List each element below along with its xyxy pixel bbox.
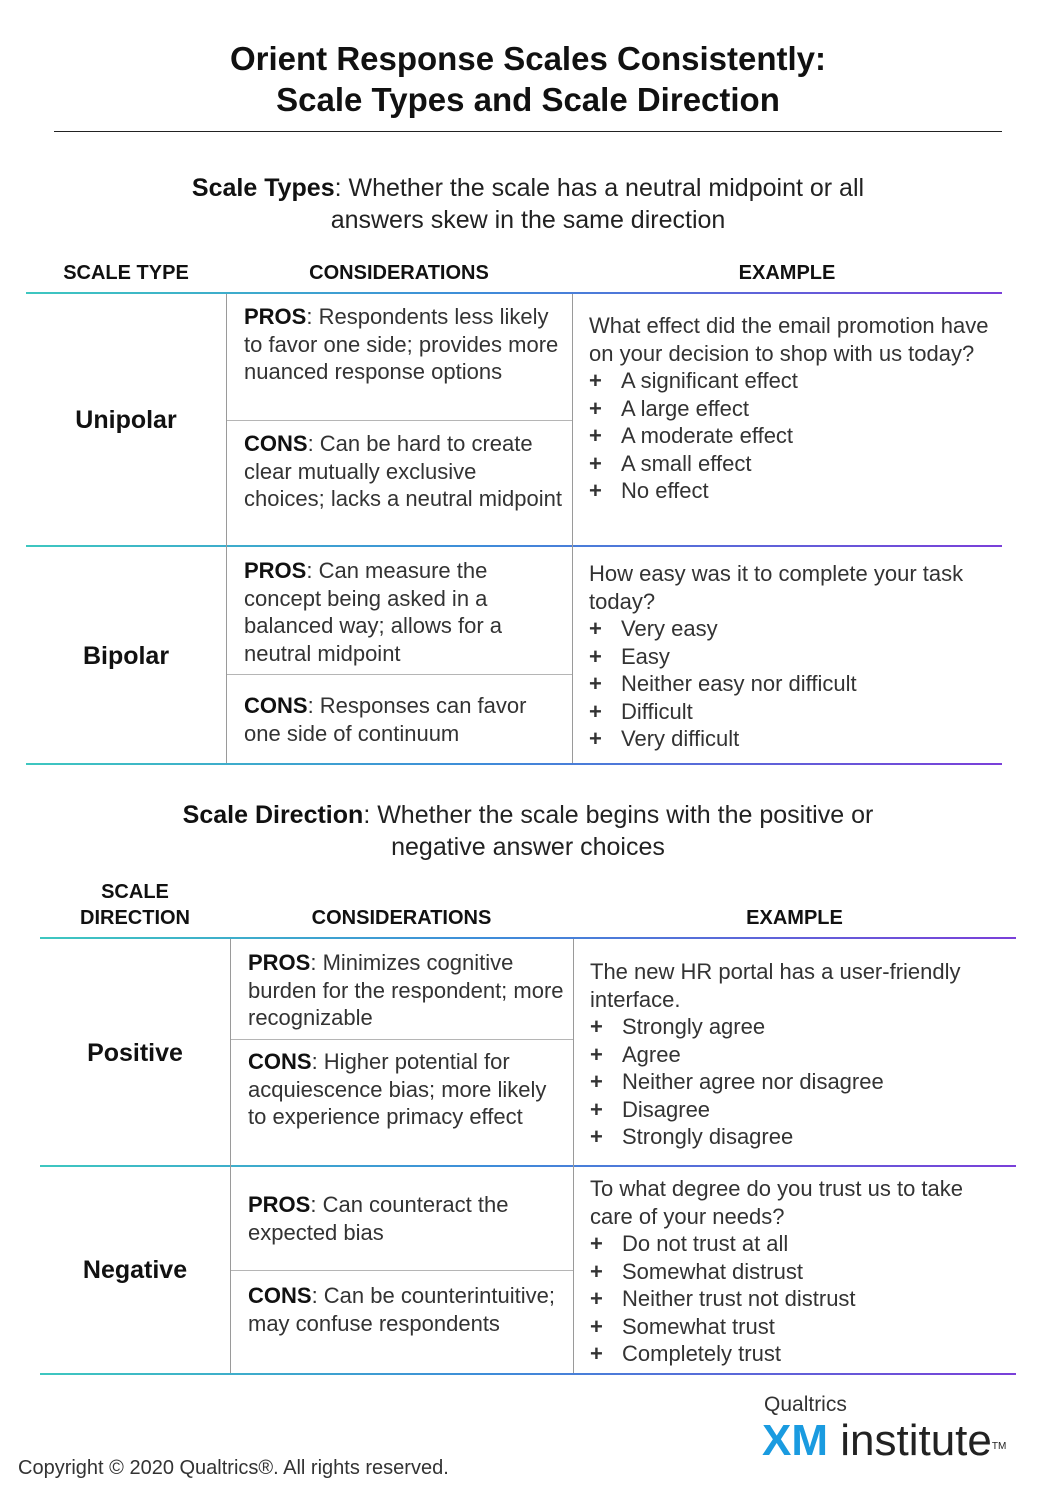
positive-example: [590, 958, 1000, 1151]
example-question: What effect did the email promotion have on your decision to shop with us today?: [589, 313, 989, 366]
cons-label: CONS: [244, 693, 308, 718]
row-label-bipolar: Bipolar: [82, 642, 170, 670]
logo-xm-text: XM: [762, 1416, 828, 1465]
example-option: + Agree: [590, 1041, 1000, 1069]
example-option: + Neither trust not distrust: [590, 1285, 1000, 1313]
table2-divider-left: [230, 939, 231, 1373]
pros-text: : Can measure the concept being asked in a balanced way; allows for a neutral midpoint: [244, 558, 503, 666]
col-header-example: EXAMPLE: [738, 262, 836, 284]
example-options: [590, 1013, 1000, 1151]
table1-divider-left: [226, 294, 227, 763]
scale-types-desc-rest1: : Whether the scale has a neutral midpoint or all: [334, 174, 865, 202]
pros-label: PROS: [248, 1192, 311, 1217]
example-question: To what degree do you trust us to take care of your needs?: [590, 1176, 964, 1229]
bipolar-pros: [244, 557, 562, 667]
page-title: [0, 38, 1056, 120]
example-option: + A large effect: [589, 395, 989, 423]
col-header-example: EXAMPLE: [746, 907, 843, 929]
example-option: + Easy: [589, 643, 989, 671]
col-header-line: DIRECTION: [80, 907, 190, 929]
example-options: [590, 1230, 1000, 1368]
unipolar-cons: [244, 430, 562, 513]
cons-label: CONS: [244, 431, 308, 456]
example-question: The new HR portal has a user-friendly interface.: [590, 959, 961, 1012]
table1-row-rule: [26, 545, 1002, 547]
title-line-2: Scale Types and Scale Direction: [276, 81, 780, 118]
example-option: + Very easy: [589, 615, 989, 643]
cons-label: CONS: [248, 1049, 312, 1074]
scale-types-description: [0, 172, 1056, 236]
example-question: How easy was it to complete your task today?: [589, 561, 964, 614]
pros-label: PROS: [248, 950, 311, 975]
pros-label: PROS: [244, 558, 307, 583]
example-option: + Disagree: [590, 1096, 1000, 1124]
scale-direction-description: [0, 799, 1056, 863]
cons-text: : Higher potential for acquiescence bias; more likely to experience primacy effect: [248, 1049, 547, 1129]
table2-bottom-rule: [40, 1373, 1016, 1375]
table1-divider-right: [572, 294, 573, 763]
xm-institute-logo: [762, 1416, 1006, 1466]
unipolar-pros: [244, 303, 562, 386]
logo-institute-text: institute: [828, 1416, 992, 1465]
cons-text: : Can be hard to create clear mutually exclusive choices; lacks a neutral midpoint: [244, 431, 562, 511]
pros-text: : Minimizes cognitive burden for the respondent; more recognizable: [248, 950, 564, 1030]
logo-trademark: TM: [991, 1441, 1007, 1452]
negative-pros: [248, 1191, 564, 1246]
example-option: + Difficult: [589, 698, 989, 726]
title-line-1: Orient Response Scales Consistently:: [229, 40, 826, 77]
table1-header-rule: [26, 292, 1002, 294]
example-option: + A moderate effect: [589, 422, 989, 450]
row-label-negative: Negative: [82, 1256, 188, 1284]
table2-divider-right: [573, 939, 574, 1373]
negative-example: [590, 1175, 1000, 1368]
table1-pros-cons-divider: [227, 674, 572, 675]
example-option: + Neither easy nor difficult: [589, 670, 989, 698]
row-label-unipolar: Unipolar: [75, 406, 177, 434]
example-option: + Very difficult: [589, 725, 989, 753]
positive-pros: [248, 949, 564, 1032]
scale-direction-desc-bold: Scale Direction: [182, 801, 364, 829]
table2-header-rule: [40, 937, 1016, 939]
scale-direction-desc-rest1: : Whether the scale begins with the positive or: [363, 801, 874, 829]
example-option: + Do not trust at all: [590, 1230, 1000, 1258]
scale-types-desc-bold: Scale Types: [191, 174, 335, 202]
example-option: + Somewhat distrust: [590, 1258, 1000, 1286]
example-options: [589, 615, 989, 753]
table2-pros-cons-divider: [231, 1039, 573, 1040]
col-header-scale-direction: [40, 879, 230, 931]
cons-label: CONS: [248, 1283, 312, 1308]
col-header-line: SCALE: [101, 881, 169, 903]
example-option: + Neither agree nor disagree: [590, 1068, 1000, 1096]
cons-text: : Responses can favor one side of continuum: [244, 693, 527, 746]
cons-text: : Can be counterintuitive; may confuse respondents: [248, 1283, 555, 1336]
table2-row-rule: [40, 1165, 1016, 1167]
bipolar-cons: [244, 692, 562, 747]
example-options: [589, 367, 989, 505]
pros-text: : Can counteract the expected bias: [248, 1192, 509, 1245]
table1-bottom-rule: [26, 763, 1002, 765]
col-header-scale-type: SCALE TYPE: [63, 262, 189, 284]
negative-cons: [248, 1282, 564, 1337]
row-label-positive: Positive: [87, 1039, 183, 1067]
scale-types-desc-rest2: answers skew in the same direction: [330, 206, 726, 234]
copyright-notice: Copyright © 2020 Qualtrics®. All rights reserved.: [18, 1457, 449, 1479]
col-header-considerations: CONSIDERATIONS: [309, 262, 489, 284]
table1-pros-cons-divider: [227, 420, 572, 421]
example-option: + Strongly agree: [590, 1013, 1000, 1041]
scale-direction-desc-rest2: negative answer choices: [391, 833, 665, 861]
example-option: + No effect: [589, 477, 989, 505]
unipolar-example: [589, 312, 989, 505]
title-divider: [54, 131, 1002, 132]
bipolar-example: [589, 560, 989, 753]
pros-label: PROS: [244, 304, 307, 329]
pros-text: : Respondents less likely to favor one side; provides more nuanced response options: [244, 304, 559, 384]
positive-cons: [248, 1048, 564, 1131]
example-option: + Strongly disagree: [590, 1123, 1000, 1151]
logo-qualtrics-text: Qualtrics: [764, 1393, 847, 1416]
col-header-considerations: CONSIDERATIONS: [311, 907, 492, 929]
example-option: + A small effect: [589, 450, 989, 478]
example-option: + Completely trust: [590, 1340, 1000, 1368]
table2-pros-cons-divider: [231, 1270, 573, 1271]
example-option: + A significant effect: [589, 367, 989, 395]
example-option: + Somewhat trust: [590, 1313, 1000, 1341]
